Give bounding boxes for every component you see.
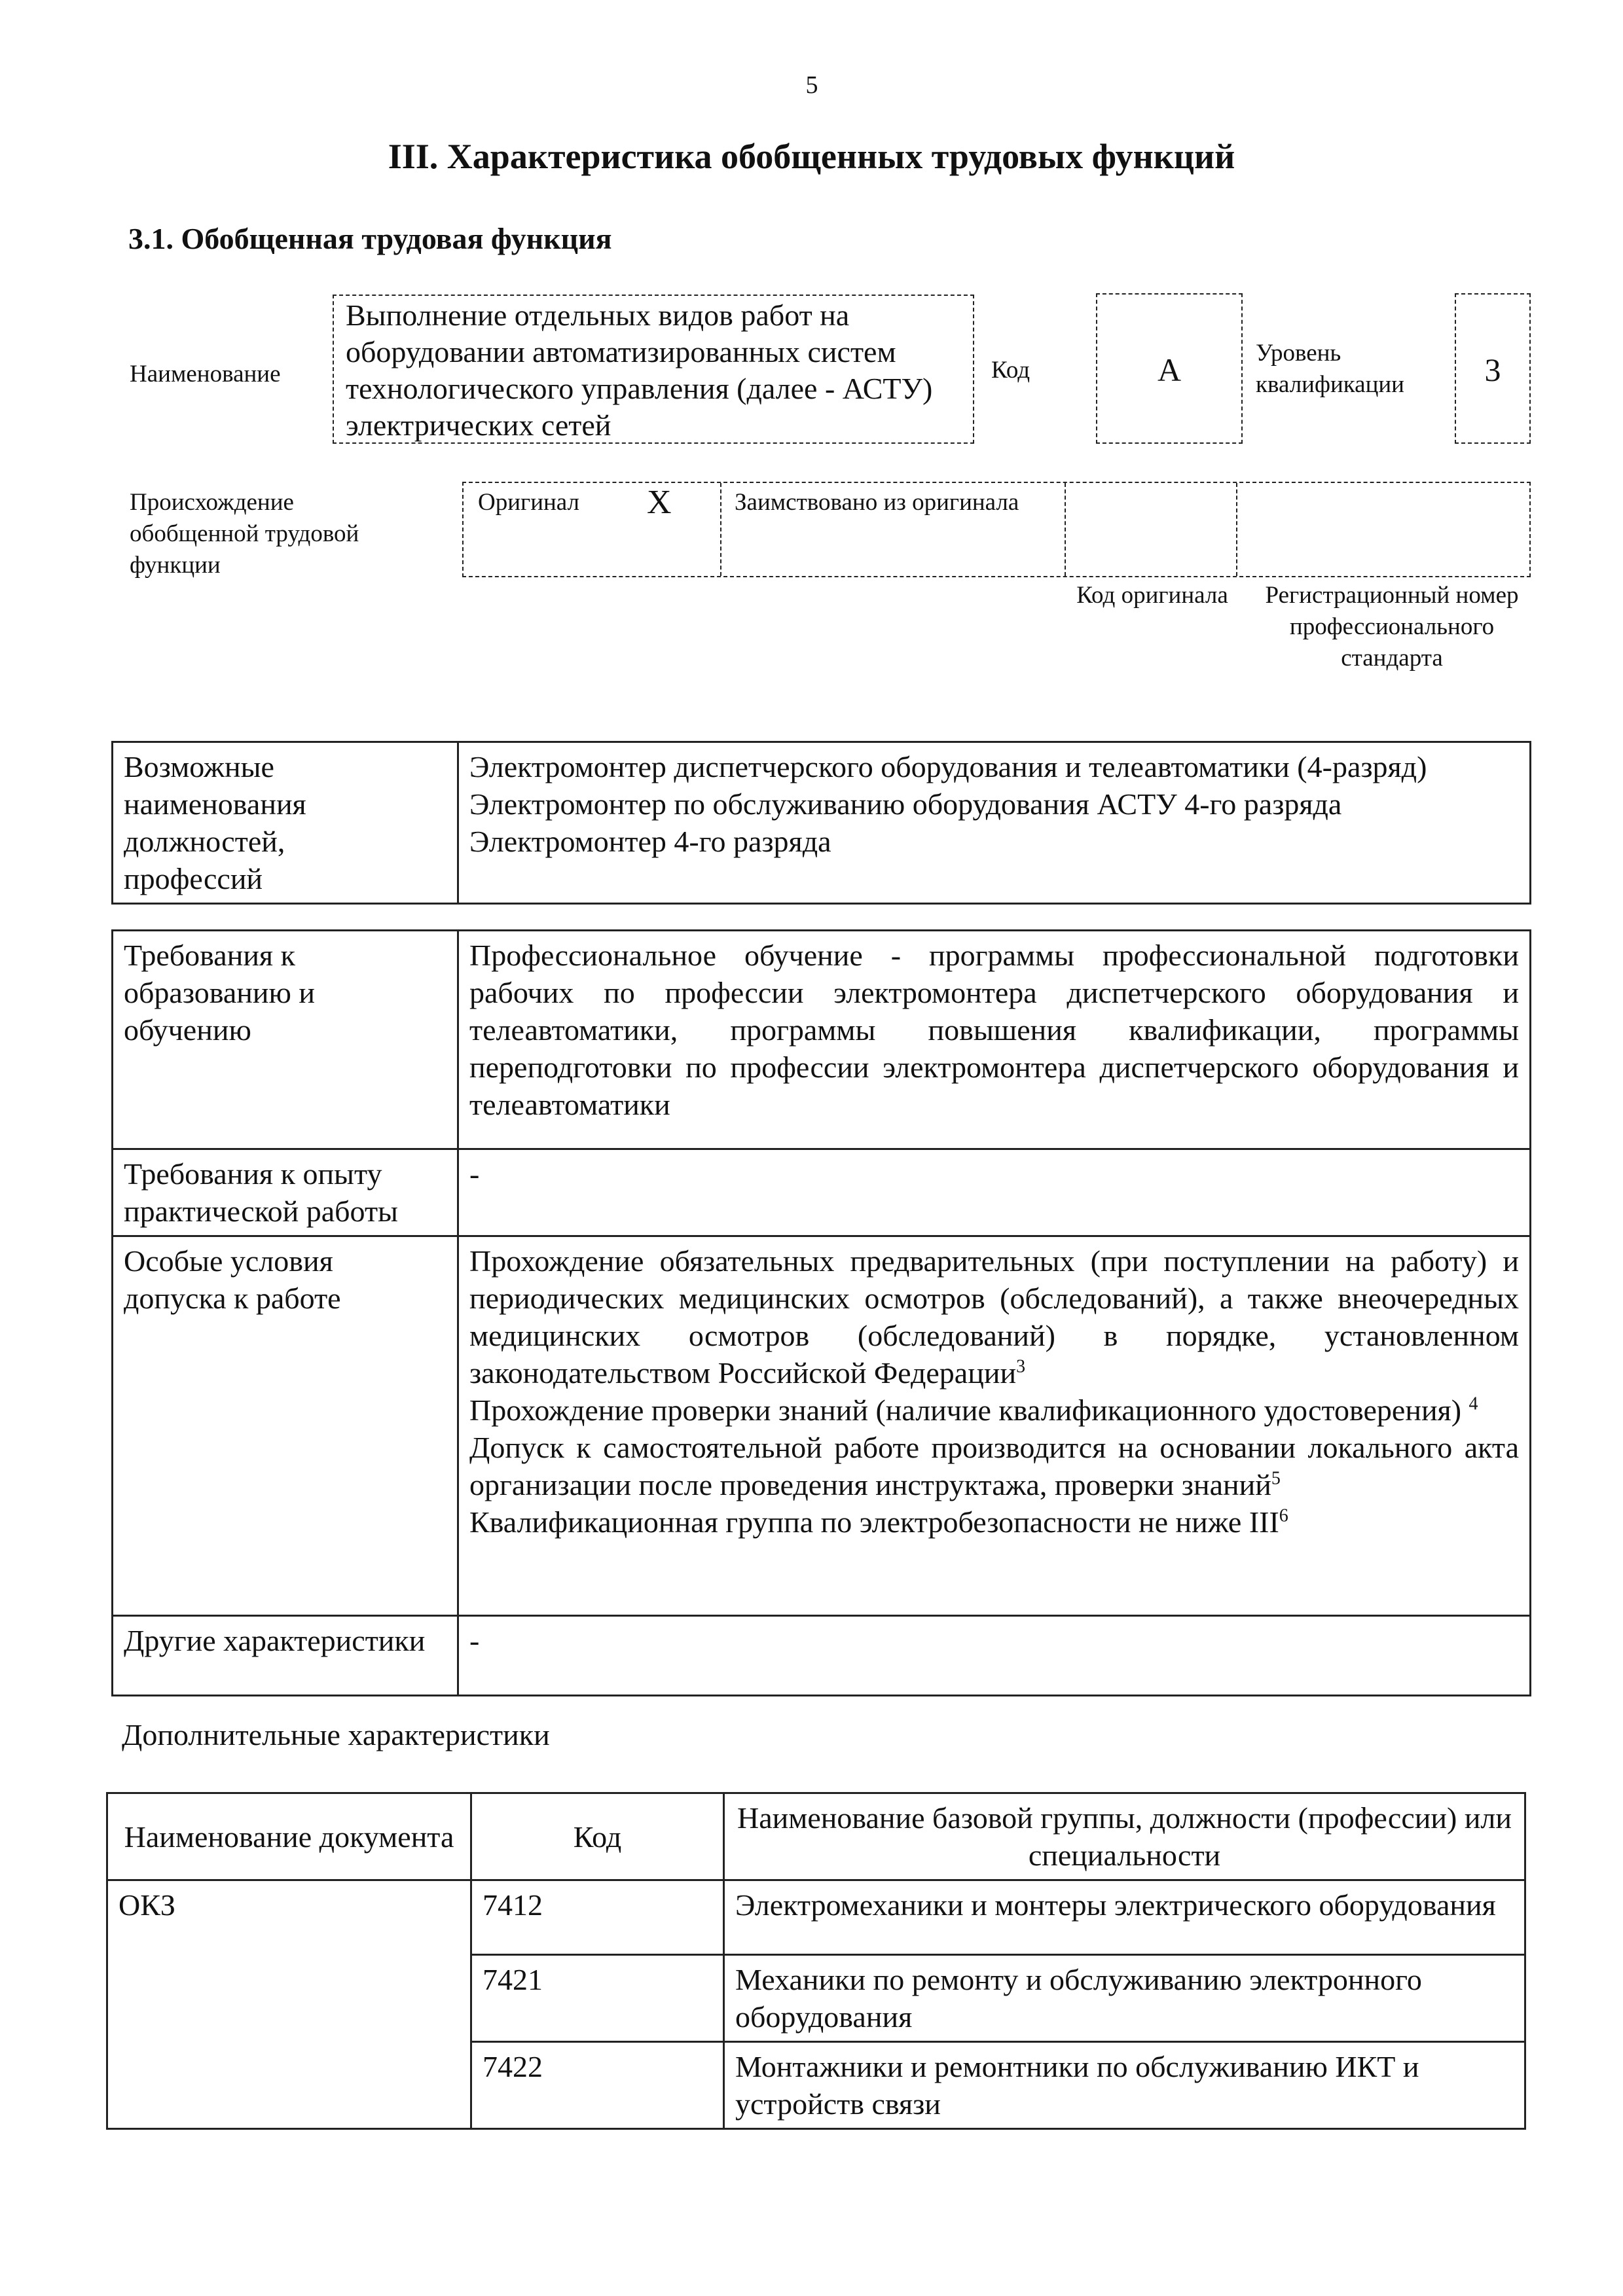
origin-divider-1	[720, 483, 721, 576]
footnote-mark: 6	[1279, 1505, 1288, 1526]
origin-divider-3	[1236, 483, 1237, 576]
header-name: Наименование базовой группы, должности (профессии) или специальности	[724, 1793, 1525, 1880]
position-item: Электромонтер по обслуживанию оборудования АСТУ 4-го разряда	[469, 787, 1342, 821]
okz-name: Монтажники и ремонтники по обслуживанию ИКТ и устройств связи	[724, 2042, 1525, 2129]
code-label: Код	[991, 357, 1030, 384]
experience-value: -	[458, 1149, 1531, 1236]
reg-number-caption: Регистрационный номер профессионального стандарта	[1265, 582, 1519, 672]
requirements-table	[111, 929, 1531, 1696]
function-name-box	[333, 295, 974, 444]
position-item: Электромонтер диспетчерского оборудования и телеавтоматики (4-разряд)	[469, 750, 1427, 783]
okz-code: 7421	[471, 1955, 724, 2042]
education-label: Требования к образованию и обучению	[124, 939, 315, 1047]
positions-value-cell	[458, 742, 1531, 904]
origin-divider-2	[1065, 483, 1066, 576]
page-number: 5	[805, 71, 818, 99]
admission-line: Квалификационная группа по электробезопасности не ниже III$^6$	[469, 1505, 1288, 1539]
subsection-title: 3.1. Обобщенная трудовая функция	[128, 222, 612, 255]
other-label-cell	[113, 1616, 458, 1696]
original-mark: X	[647, 484, 672, 521]
education-label-cell	[113, 931, 458, 1149]
doc-name-cell: ОКЗ	[107, 1880, 471, 2129]
level-value: 3	[1484, 351, 1501, 388]
footnote-mark: 4	[1468, 1393, 1478, 1414]
education-value: Профессиональное обучение - программы профессиональной подготовки рабочих по профессии электромонтера диспетчерского оборудования и телеавтоматики, программы повышения квалификации, программы переподготовки по профессии электромонтера диспетчерского оборудования и телеавтоматики	[458, 931, 1531, 1149]
footnote-mark: 5	[1271, 1468, 1281, 1489]
function-name-value: Выполнение отдельных видов работ на оборудовании автоматизированных систем технологического управления (далее - АСТУ) электрических сетей	[346, 298, 933, 442]
footnote-mark: 3	[1016, 1356, 1026, 1377]
header-doc: Наименование документа	[107, 1793, 471, 1880]
header-code: Код	[471, 1793, 724, 1880]
okz-name: Механики по ремонту и обслуживанию электронного оборудования	[724, 1955, 1525, 2042]
other-value: -	[458, 1616, 1531, 1696]
other-label: Другие характеристики	[124, 1624, 426, 1657]
additional-title: Дополнительные характеристики	[122, 1718, 550, 1751]
level-label: Уровень квалификации	[1256, 340, 1404, 398]
admission-value-cell	[458, 1236, 1531, 1616]
code-box	[1096, 293, 1243, 444]
admission-label: Особые условия допуска к работе	[124, 1244, 341, 1315]
admission-line: Допуск к самостоятельной работе производится на основании локального акта организации после проведения инструктажа, проверки знаний$^5$	[469, 1431, 1519, 1501]
level-box	[1455, 293, 1531, 444]
okz-code: 7412	[471, 1880, 724, 1955]
name-label: Наименование	[130, 361, 281, 387]
additional-table	[106, 1792, 1526, 2130]
section-title: III. Характеристика обобщенных трудовых функций	[388, 137, 1235, 176]
okz-code: 7422	[471, 2042, 724, 2129]
admission-line: Прохождение обязательных предварительных (при поступлении на работу) и периодических медицинских осмотров (обследований), а также внеочередных медицинских осмотров (обследований) в порядке, установленном законодательством Российской Федерации$^3$	[469, 1244, 1519, 1390]
borrowed-label: Заимствовано из оригинала	[735, 489, 1019, 516]
admission-label-cell	[113, 1236, 458, 1616]
position-item: Электромонтер 4-го разряда	[469, 825, 831, 858]
experience-label: Требования к опыту практической работы	[124, 1157, 398, 1228]
okz-name: Электромеханики и монтеры электрического оборудования	[724, 1880, 1525, 1955]
origin-label: Происхождение обобщенной трудовой функции	[130, 489, 359, 579]
positions-label-cell	[113, 742, 458, 904]
positions-table	[111, 741, 1531, 905]
code-value: A	[1157, 351, 1182, 388]
original-label: Оригинал	[478, 489, 580, 516]
positions-label: Возможные наименования должностей, профессий	[124, 750, 306, 895]
admission-line: Прохождение проверки знаний (наличие квалификационного удостоверения) $^4$	[469, 1393, 1478, 1427]
experience-label-cell	[113, 1149, 458, 1236]
code-original-caption: Код оригинала	[1076, 582, 1228, 609]
